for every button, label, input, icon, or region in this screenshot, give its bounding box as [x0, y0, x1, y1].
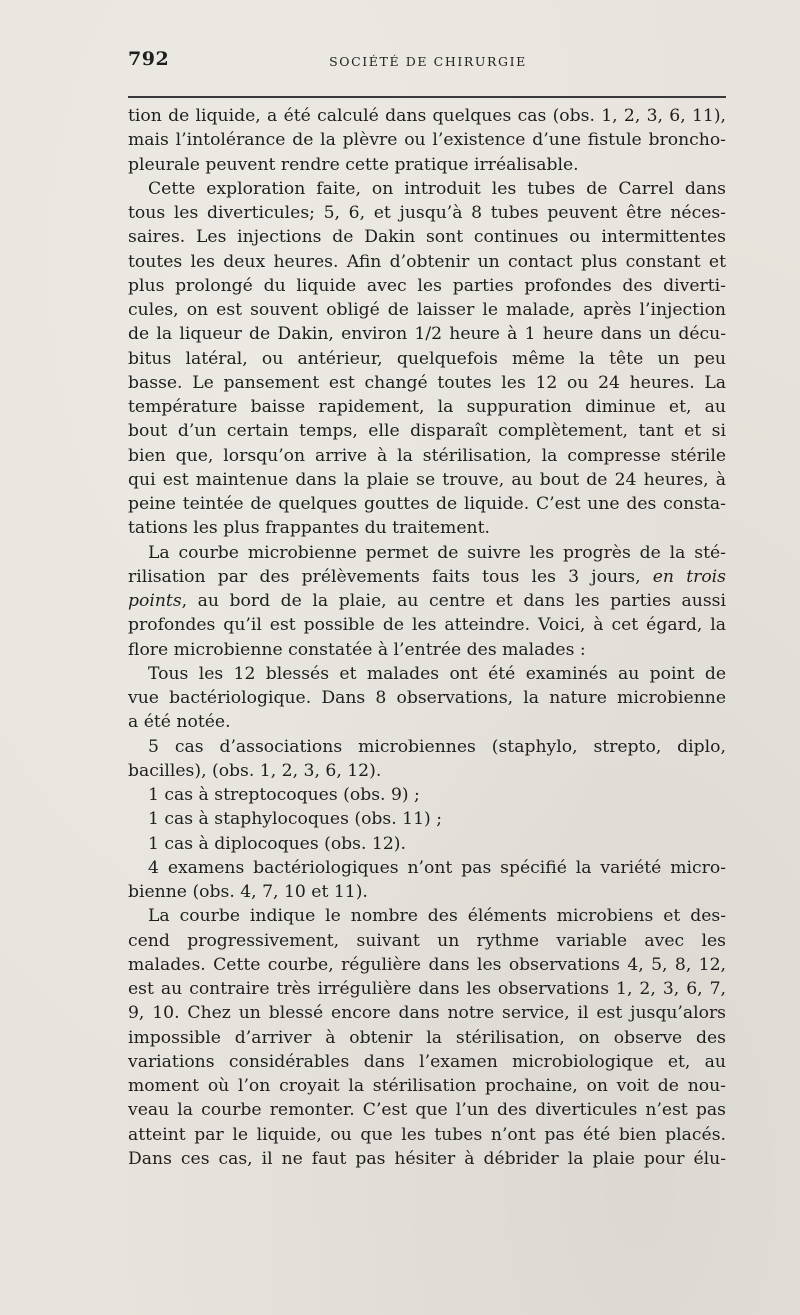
list-line: 1 cas à streptocoques (obs. 9) ; [148, 785, 420, 805]
text-line: tion de liquide, a été calculé dans quelques cas (obs. 1, 2, 3, 6, 11), [128, 106, 726, 126]
text-line: tations les plus frappantes du traitement. [128, 518, 490, 539]
paragraph-start-line: 4 examens bactériologiques n’ont pas spécifié la variété micro- [148, 857, 726, 878]
text-line: de la liqueur de Dakin, environ 1/2 heure à 1 heure dans un décu- [128, 324, 726, 345]
paragraph-start-line: Cette exploration faite, on introduit les tubes de Carrel dans [148, 178, 726, 199]
paragraph-start-line: 5 cas d’associations microbiennes (staphylo, strepto, diplo, [148, 736, 726, 757]
paragraph-start-line: Tous les 12 blessés et malades ont été examinés au point de [148, 663, 726, 684]
italic-text: en trois [652, 566, 726, 587]
text-line: bien que, lorsqu’on arrive à la stérilisation, la compresse stérile [128, 445, 726, 466]
list-line: 1 cas à staphylocoques (obs. 11) ; [148, 809, 443, 830]
text-line [128, 589, 726, 613]
paragraph-start-line: La courbe microbienne permet de suivre les progrès de la sté- [148, 542, 726, 563]
text-line: qui est maintenue dans la plaie se trouve, au bout de 24 heures, à [128, 469, 726, 490]
text-line: mais l’intolérance de la plèvre ou l’existence d’une fistule broncho- [128, 130, 726, 151]
text-line: pleurale peuvent rendre cette pratique irréalisable. [128, 154, 579, 175]
text-line: saires. Les injections de Dakin sont continues ou intermittentes [128, 227, 726, 248]
text-line [128, 565, 726, 589]
text-line: toutes les deux heures. Afin d’obtenir un contact plus constant et [128, 251, 726, 272]
page-header [128, 48, 728, 74]
page-number: 792 [128, 48, 170, 70]
text-line: bacilles), (obs. 1, 2, 3, 6, 12). [128, 760, 382, 781]
running-title: SOCIÉTÉ DE CHIRURGIE [329, 54, 527, 69]
text-line: bienne (obs. 4, 7, 10 et 11). [128, 882, 368, 902]
text-line: Dans ces cas, il ne faut pas hésiter à débrider la plaie pour élu- [128, 1148, 726, 1169]
text-line: moment où l’on croyait la stérilisation prochaine, on voit de nou- [128, 1076, 726, 1096]
list-line: 1 cas à diplocoques (obs. 12). [148, 833, 406, 854]
text-line: bout d’un certain temps, elle disparaît complètement, tant et si [128, 421, 726, 442]
text-line: peine teintée de quelques gouttes de liquide. C’est une des consta- [128, 494, 726, 514]
paragraph-start-line: La courbe indique le nombre des éléments microbiens et des- [148, 906, 726, 927]
italic-text: points [128, 591, 182, 611]
text-line: malades. Cette courbe, régulière dans les observations 4, 5, 8, 12, [128, 954, 726, 975]
text-line: cend progressivement, suivant un rythme variable avec les [128, 930, 726, 951]
text-line: veau la courbe remonter. C’est que l’un des diverticules n’est pas [128, 1100, 726, 1121]
text-run: , au bord de la plaie, au centre et dans les parties aussi [181, 591, 726, 611]
text-run: rilisation par des prélèvements faits tous les 3 jours, [128, 566, 641, 587]
text-line: a été notée. [128, 712, 231, 733]
text-line: impossible d’arriver à obtenir la stérilisation, on observe des [128, 1027, 726, 1048]
text-line: profondes qu’il est possible de les atteindre. Voici, à cet égard, la [128, 615, 726, 636]
text-line: flore microbienne constatée à l’entrée des malades : [128, 639, 586, 660]
text-line: tous les diverticules; 5, 6, et jusqu’à 8 tubes peuvent être néces- [128, 203, 726, 223]
body-text [128, 104, 726, 1171]
text-line: basse. Le pansement est changé toutes les 12 ou 24 heures. La [128, 372, 726, 393]
text-line: variations considérables dans l’examen microbiologique et, au [128, 1051, 726, 1072]
text-line: température baisse rapidement, la suppuration diminue et, au [128, 397, 726, 417]
header-rule [128, 96, 726, 98]
text-line: est au contraire très irrégulière dans les observations 1, 2, 3, 6, 7, [128, 979, 726, 999]
text-line: bitus latéral, ou antérieur, quelquefois même la tête un peu [128, 348, 726, 369]
text-line: atteint par le liquide, ou que les tubes n’ont pas été bien placés. [128, 1124, 726, 1145]
text-line: cules, on est souvent obligé de laisser le malade, après l’injection [128, 300, 726, 320]
text-line: vue bactériologique. Dans 8 observations, la nature microbienne [128, 688, 726, 708]
text-line: plus prolongé du liquide avec les parties profondes des diverti- [128, 275, 726, 296]
text-line: 9, 10. Chez un blessé encore dans notre service, il est jusqu’alors [128, 1003, 726, 1024]
